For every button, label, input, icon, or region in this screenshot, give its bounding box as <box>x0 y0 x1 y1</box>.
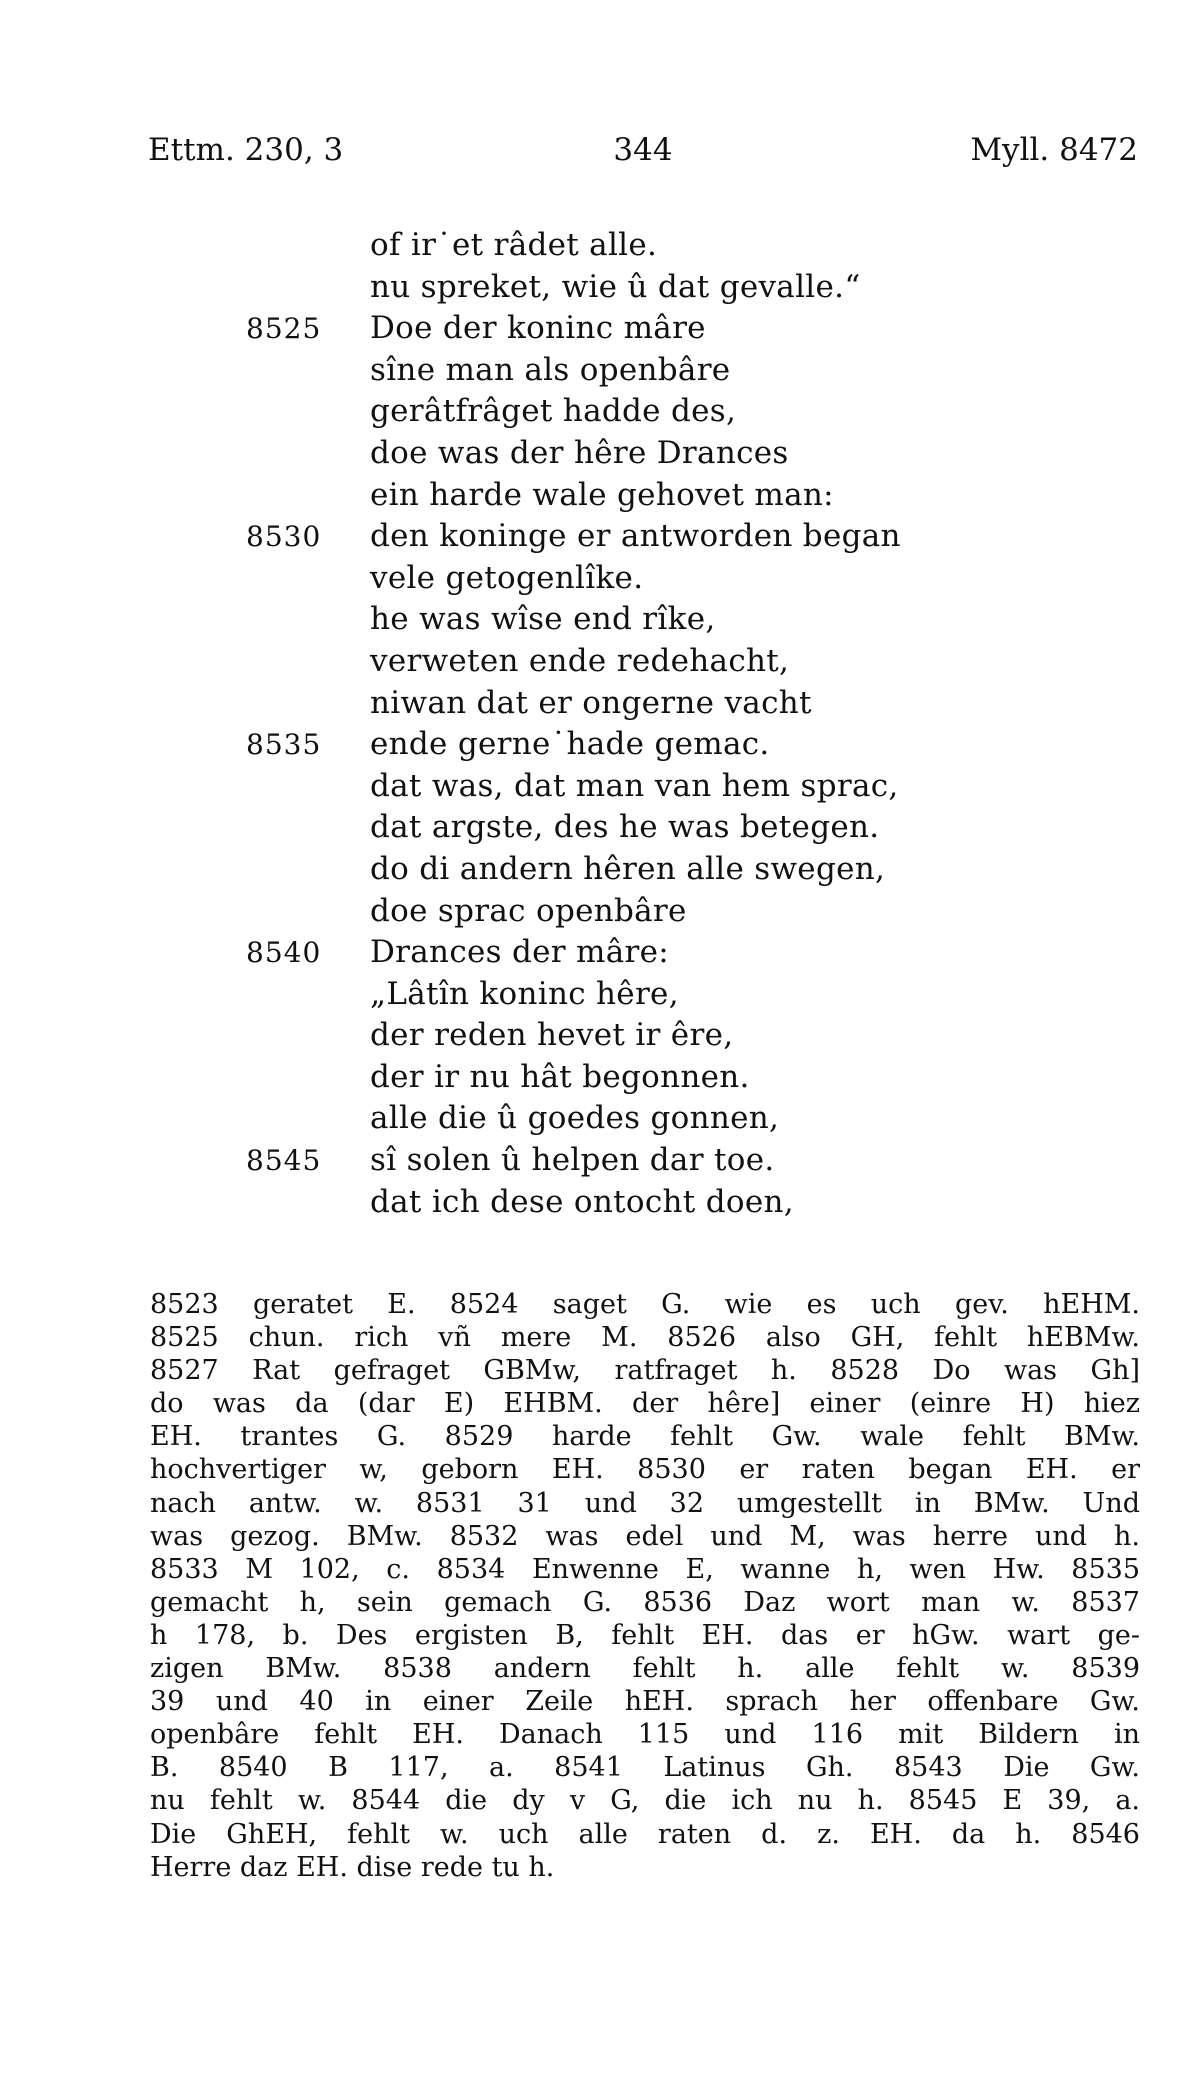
verse-line <box>0 475 1200 517</box>
verse-line <box>0 1182 1200 1224</box>
verse-text: doe sprac openbâre <box>370 892 687 929</box>
verse-line <box>0 308 1200 350</box>
running-head <box>148 132 1138 176</box>
verse-text: vele getogenlîke. <box>370 559 644 596</box>
verse-line <box>0 1015 1200 1057</box>
verse-number: 8525 <box>246 312 322 346</box>
apparatus-line: 8525 chun. rich vñ mere M. 8526 also GH, fehlt hEBMw. <box>150 1322 1140 1354</box>
verse-text: dat was, dat man van hem sprac, <box>370 767 899 804</box>
verse-block <box>0 225 1200 1223</box>
verse-number: 8540 <box>246 936 322 970</box>
apparatus-line: 8523 geratet E. 8524 saget G. wie es uch gev. hEHM. <box>150 1289 1140 1320</box>
apparatus-line: nach antw. w. 8531 31 und 32 umgestellt in BMw. Und <box>150 1487 1140 1519</box>
verse-text: dat ich dese ontocht doen, <box>370 1183 794 1220</box>
verse-text: doe was der hêre Drances <box>370 434 789 471</box>
verse-line <box>0 891 1200 933</box>
critical-apparatus <box>150 1288 1140 1884</box>
verse-number: 8535 <box>246 728 322 762</box>
verse-line <box>0 516 1200 558</box>
verse-line <box>0 641 1200 683</box>
verse-line <box>0 724 1200 766</box>
apparatus-line: do was da (dar E) EHBM. der hêre] einer (einre H) hiez <box>150 1388 1140 1420</box>
verse-number: 8530 <box>246 520 322 554</box>
verse-line <box>0 974 1200 1016</box>
verse-line <box>0 433 1200 475</box>
verse-text: Drances der mâre: <box>370 934 670 971</box>
apparatus-line: nu fehlt w. 8544 die dy v G, die ich nu h. 8545 E 39, a. <box>150 1785 1140 1817</box>
verse-text: Doe der koninc mâre <box>370 310 706 347</box>
verse-line <box>0 1098 1200 1140</box>
verse-line <box>0 225 1200 267</box>
verse-text: verweten ende redehacht, <box>370 642 790 679</box>
verse-line <box>0 1057 1200 1099</box>
verse-text: der ir nu hât begonnen. <box>370 1058 750 1095</box>
verse-line <box>0 558 1200 600</box>
verse-text: „Lâtîn koninc hêre, <box>370 975 679 1012</box>
apparatus-line: h 178, b. Des ergisten B, fehlt EH. das er hGw. wart ge- <box>150 1619 1140 1651</box>
apparatus-line: zigen BMw. 8538 andern fehlt h. alle fehlt w. 8539 <box>150 1653 1140 1685</box>
verse-line <box>0 599 1200 641</box>
apparatus-line: was gezog. BMw. 8532 was edel und M, was herre und h. <box>150 1520 1140 1552</box>
apparatus-line: B. 8540 B 117, a. 8541 Latinus Gh. 8543 Die Gw. <box>150 1752 1140 1784</box>
verse-text: ein harde wale gehovet man: <box>370 476 834 513</box>
verse-text: nu spreket, wie û dat gevalle.“ <box>370 268 861 305</box>
verse-line <box>0 849 1200 891</box>
verse-line <box>0 683 1200 725</box>
verse-text: do di andern hêren alle swegen, <box>370 850 886 887</box>
apparatus-line: hochvertiger w, geborn EH. 8530 er raten began EH. er <box>150 1454 1140 1486</box>
verse-text: sî solen û helpen dar toe. <box>370 1142 775 1179</box>
running-head-left: Ettm. 230, 3 <box>148 132 344 168</box>
verse-line <box>0 1140 1200 1182</box>
verse-line <box>0 350 1200 392</box>
verse-text: ende gerne˙hade gemac. <box>370 726 770 763</box>
verse-line <box>0 766 1200 808</box>
verse-line <box>0 391 1200 433</box>
apparatus-line: Herre daz EH. dise rede tu h. <box>150 1851 555 1883</box>
verse-text: den koninge er antworden began <box>370 518 901 555</box>
apparatus-line: 8533 M 102, c. 8534 Enwenne E, wanne h, wen Hw. 8535 <box>150 1553 1140 1585</box>
apparatus-line: EH. trantes G. 8529 harde fehlt Gw. wale fehlt BMw. <box>150 1421 1140 1453</box>
apparatus-line: gemacht h, sein gemach G. 8536 Daz wort man w. 8537 <box>150 1586 1140 1618</box>
verse-number: 8545 <box>246 1144 322 1178</box>
verse-text: he was wîse end rîke, <box>370 601 716 638</box>
verse-text: dat argste, des he was betegen. <box>370 809 880 846</box>
verse-text: gerâtfrâget hadde des, <box>370 393 737 430</box>
verse-text: niwan dat er ongerne vacht <box>370 684 812 721</box>
verse-text: sîne man als openbâre <box>370 351 731 388</box>
apparatus-line: openbâre fehlt EH. Danach 115 und 116 mit Bildern in <box>150 1719 1140 1751</box>
verse-line <box>0 932 1200 974</box>
apparatus-line: 39 und 40 in einer Zeile hEH. sprach her offenbare Gw. <box>150 1686 1140 1718</box>
page-number: 344 <box>613 132 673 168</box>
verse-text: alle die û goedes gonnen, <box>370 1100 780 1137</box>
verse-text: of ir˙et râdet alle. <box>370 227 658 263</box>
apparatus-line: Die GhEH, fehlt w. uch alle raten d. z. EH. da h. 8546 <box>150 1818 1140 1850</box>
running-head-right: Myll. 8472 <box>970 132 1138 168</box>
verse-line <box>0 267 1200 309</box>
verse-line <box>0 807 1200 849</box>
verse-text: der reden hevet ir êre, <box>370 1017 734 1054</box>
apparatus-line: 8527 Rat gefraget GBMw, ratfraget h. 8528 Do was Gh] <box>150 1355 1140 1387</box>
